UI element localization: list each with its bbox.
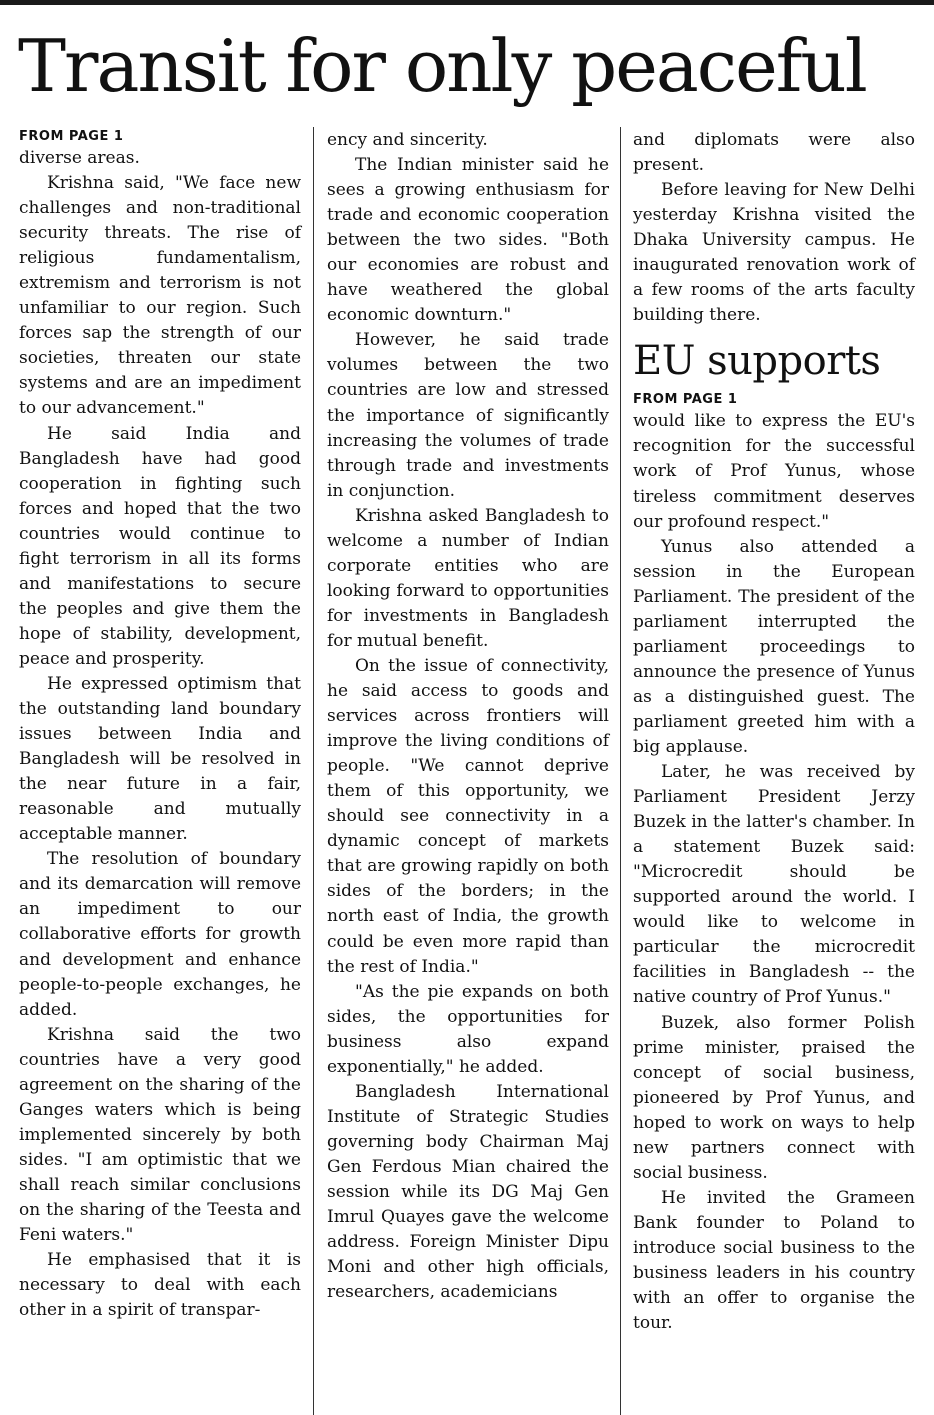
article-paragraph: The Indian minister said he sees a growing enthusiasm for trade and economic cooperation between the two sides. "Both our economies are robust and have weathered the global economic downturn." — [327, 155, 609, 326]
article-paragraph: On the issue of connectivity, he said access to goods and services across frontiers will improve the living conditions of people. "We cannot deprive them of this opportunity, we should see connectivity in a dynamic concept of markets that are growing rapidly on both sides of the borders; in the north east of India, the growth could be even more rapid than the rest of India." — [327, 655, 609, 977]
article-paragraph: Before leaving for New Delhi yesterday Krishna visited the Dhaka University campus. He inaugurated renovation work of a few rooms of the arts faculty building there. — [633, 180, 915, 326]
continued-from-label: FROM PAGE 1 — [19, 129, 124, 144]
article-paragraph: He said India and Bangladesh have had good cooperation in fighting such forces and hoped that the two countries would continue to fight terrorism in all its forms and manifestations to secure the peoples and give them the hope of stability, development, peace and prosperity. — [19, 423, 301, 669]
top-rule — [0, 0, 934, 5]
article-paragraph: However, he said trade volumes between the two countries are low and stressed the importance of significantly increasing the volumes of trade through trade and investments in conjunction. — [327, 330, 609, 501]
column-divider — [620, 127, 621, 1415]
article-paragraph: Krishna said, "We face new challenges and non-traditional security threats. The rise of religious fundamentalism, extremism and terrorism is not unfamiliar to our region. Such forces sap the strength of our societies, threaten our state systems and are an impediment to our advancement." — [19, 173, 301, 419]
article-paragraph: Krishna said the two countries have a very good agreement on the sharing of the Ganges waters which is being implemented sincerely by both sides. "I am optimistic that we shall reach similar conclusions on the sharing of the Teesta and Feni waters." — [19, 1024, 301, 1246]
article-paragraph: He expressed optimism that the outstanding land boundary issues between India and Bangladesh will be resolved in the near future in a fair, reasonable and mutually acceptable manner. — [19, 673, 301, 845]
article-paragraph: He emphasised that it is necessary to deal with each other in a spirit of transpar- — [19, 1250, 301, 1321]
article-column-2 — [327, 128, 609, 1305]
article-paragraph: Later, he was received by Parliament President Jerzy Buzek in the latter's chamber. In a statement Buzek said: "Microcredit should be supported around the world. I would like to welcome in particular the microcredit facilities in Bangladesh -- the native country of Prof Yunus." — [633, 762, 915, 1008]
article-column-1 — [19, 127, 301, 1323]
article-paragraph: and diplomats were also present. — [633, 130, 915, 176]
article-paragraph: Yunus also attended a session in the European Parliament. The president of the parliament interrupted the parliament proceedings to announce the presence of Yunus as a distinguished guest. The parliament greeted him with a big applause. — [633, 536, 915, 757]
article-paragraph: Bangladesh International Institute of Strategic Studies governing body Chairman Maj Gen Ferdous Mian chaired the session while its DG Maj Gen Imrul Quayes gave the welcome address. Foreign Minister Dipu Moni and other high officials, researchers, academicians — [327, 1081, 609, 1303]
article-paragraph: Krishna asked Bangladesh to welcome a number of Indian corporate entities who are looking forward to opportunities for investments in Bangladesh for mutual benefit. — [327, 505, 609, 651]
article-paragraph: Buzek, also former Polish prime minister, praised the concept of social business, pioneered by Prof Yunus, and hoped to work on ways to help new partners connect with social business. — [633, 1012, 915, 1183]
article-paragraph: ency and sincerity. — [327, 130, 488, 150]
continued-from-label: FROM PAGE 1 — [633, 392, 738, 408]
column-divider — [313, 127, 314, 1415]
article-paragraph: "As the pie expands on both sides, the opportunities for business also expand exponentially," he added. — [327, 981, 609, 1077]
article-paragraph: He invited the Grameen Bank founder to Poland to introduce social business to the business leaders in his country with an offer to organise the tour. — [633, 1187, 915, 1334]
article-paragraph: diverse areas. — [19, 148, 140, 168]
article-headline: Transit for only peaceful — [18, 24, 866, 108]
article-column-3 — [633, 128, 915, 1336]
second-article-headline: EU supports — [633, 338, 881, 385]
article-paragraph: would like to express the EU's recognition for the successful work of Prof Yunus, whose tireless commitment deserves our profound respect." — [633, 411, 915, 532]
article-paragraph: The resolution of boundary and its demarcation will remove an impediment to our collaborative efforts for growth and development and enhance people-to-people exchanges, he added. — [19, 849, 301, 1020]
